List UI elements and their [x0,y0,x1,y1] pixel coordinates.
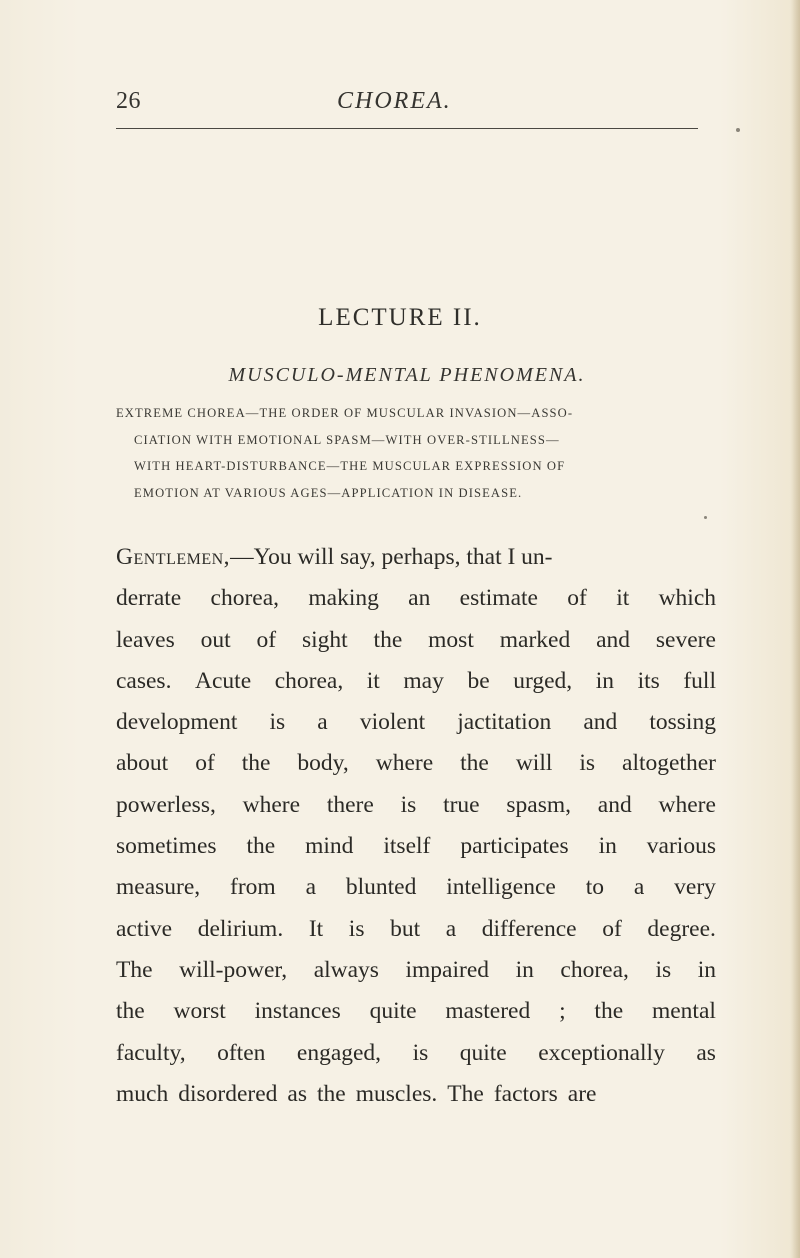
word: worst [173,998,226,1025]
body-line [116,537,716,578]
word: development [116,709,238,736]
word: may [403,667,444,694]
word: measure, [116,874,201,901]
word: the [116,998,145,1025]
word: where [242,791,301,818]
word: there [326,791,374,818]
body-line [116,867,716,908]
word: Acute [195,667,252,694]
body-line [116,909,716,950]
word: intelligence [446,874,556,901]
body-paragraph [116,537,716,1115]
word: is [269,709,286,736]
word: the [594,998,624,1025]
synopsis-line: CIATION WITH EMOTIONAL SPASM—WITH OVER-STILLNESS— [134,432,560,447]
body-line [116,991,716,1032]
word: of [195,750,215,777]
body-line [116,826,716,867]
word: sometimes [116,833,217,860]
body-line [116,950,716,991]
body-line [116,702,716,743]
word: itself [383,833,431,860]
word: impaired [405,956,490,983]
word: a [305,874,317,901]
word: much [116,1080,169,1107]
word: engaged, [296,1039,382,1066]
word: faculty, [116,1039,186,1066]
word: jactitation [457,709,552,736]
paper-speck [736,128,740,132]
word: various [646,833,716,860]
word: will [515,750,553,777]
salutation: Gentlemen, [116,544,231,570]
word: of [567,585,587,612]
word: degree. [647,915,716,942]
word: is [400,791,417,818]
running-title: CHOREA. [337,88,452,114]
word: from [230,874,276,901]
word: the [373,626,403,653]
body-line [116,743,716,784]
body-line [116,578,716,619]
word: mental [651,998,716,1025]
word: the [246,833,276,860]
word: are [567,1080,597,1107]
word: chorea, [560,956,629,983]
word: estimate [459,585,538,612]
word: in [598,833,617,860]
synopsis-line: EXTREME CHOREA—THE ORDER OF MUSCULAR INVASION—ASSO- [116,406,574,420]
word: the [316,1080,346,1107]
word: body, [297,750,349,777]
word: blunted [345,874,417,901]
word: a [633,874,645,901]
word: cases. [116,667,172,694]
word: ; [559,998,566,1025]
word: where [658,791,716,818]
word: and [596,626,631,653]
page-edge-shadow [790,0,800,1258]
word: which [658,585,716,612]
word: mastered [445,998,531,1025]
word: an [408,585,431,612]
running-head [116,86,696,126]
word: the [241,750,271,777]
word: often [217,1039,266,1066]
word: it [366,667,380,694]
word: The [447,1080,484,1107]
word: true [443,791,480,818]
word: where [375,750,434,777]
word: always [313,956,379,983]
lecture-subtitle: MUSCULO-MENTAL PHENOMENA. [228,364,586,386]
word: muscles. [355,1080,438,1107]
word: most [428,626,474,653]
header-rule [116,128,698,129]
word: of [602,915,622,942]
word: about [116,750,169,777]
word: It [308,915,324,942]
word: making [308,585,379,612]
word: factors [493,1080,558,1107]
word: as [696,1039,716,1066]
word: is [655,956,672,983]
lecture-title: LECTURE II. [318,304,482,331]
word: of [256,626,277,653]
word: be [467,667,490,694]
word: altogether [622,750,716,777]
word: a [317,709,328,736]
word: full [683,667,716,694]
body-line [116,661,716,702]
word: quite [459,1039,507,1066]
word: marked [499,626,571,653]
word: in [697,956,716,983]
word: in [595,667,614,694]
word: difference [481,915,577,942]
word: violent [359,709,426,736]
body-line [116,620,716,661]
word: active [116,915,173,942]
word: instances [254,998,341,1025]
word: chorea, [274,667,344,694]
word: out [200,626,231,653]
word: to [585,874,604,901]
synopsis-line: WITH HEART-DISTURBANCE—THE MUSCULAR EXPRESSION OF [134,459,566,473]
word: is [579,750,596,777]
word: exceptionally [538,1039,665,1066]
word: tossing [649,709,716,736]
word: and [597,791,632,818]
word: delirium. [197,915,284,942]
page-number: 26 [116,88,141,114]
word: the [460,750,489,777]
word: and [583,709,618,736]
word: sight [301,626,348,653]
word: disordered [178,1080,278,1107]
word: is [412,1039,429,1066]
word: quite [369,998,417,1025]
body-line [116,1074,716,1115]
word: severe [655,626,716,653]
word: The [116,956,153,983]
word: very [674,874,716,901]
word: leaves [116,626,175,653]
word: in [515,956,534,983]
synopsis [116,400,710,506]
body-line [116,785,716,826]
word: but [390,915,421,942]
synopsis-line: EMOTION AT VARIOUS AGES—APPLICATION IN DISEASE. [134,485,523,500]
word: will-power, [179,956,288,983]
word: mind [305,833,354,860]
word: it [616,585,630,612]
word: urged, [513,667,573,694]
word: chorea, [210,585,280,612]
word: its [637,667,660,694]
body-line-text: —You will say, perhaps, that I un- [230,544,553,570]
body-line [116,1033,716,1074]
word: participates [460,833,569,860]
word: spasm, [506,791,572,818]
word: a [445,915,457,942]
paper-speck [704,516,707,519]
word: powerless, [116,791,216,818]
word: derrate [116,585,182,612]
word: as [287,1080,307,1107]
word: is [348,915,365,942]
